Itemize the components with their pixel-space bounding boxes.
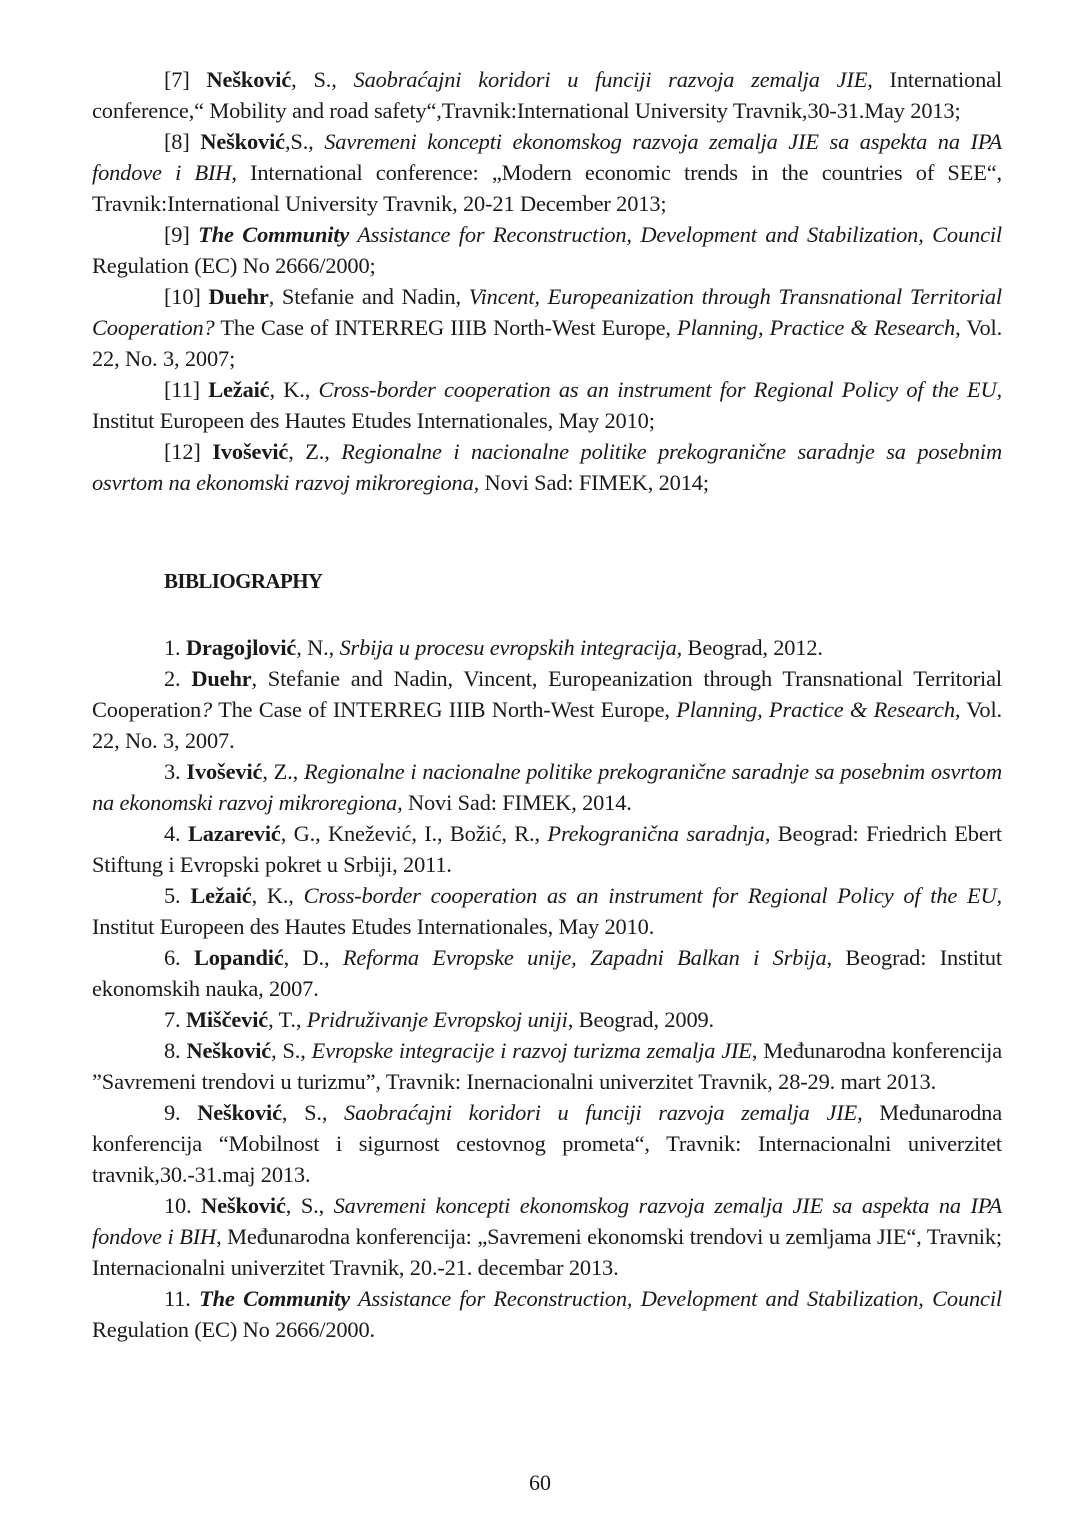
reference-author: Duehr: [208, 284, 269, 309]
bibliography-item: 10. Nešković, S., Savremeni koncepti ekonomskog razvoja zemalja JIE sa aspekta na IPA fondove i BIH, Međunarodna konferencija: „Savremeni ekonomski trendovi u zemljama JIE“, Travnik; Internacionalni univerzitet Travnik, 20.-21. decembar 2013.: [92, 1193, 1002, 1280]
reference-title: Assistance for Reconstruction, Development and Stabilization, Council: [349, 222, 1002, 247]
bibliography-author: Nešković: [197, 1100, 282, 1125]
bibliography-author: The Community: [199, 1286, 350, 1311]
reference-title: Regionalne i nacionalne politike prekogranične saradnje sa posebnim osvrtom na ekonomski razvoj mikroregiona,: [92, 439, 1003, 495]
bibliography-author: Ležaić: [190, 883, 252, 908]
bibliography-item: 7. Miščević, T., Pridruživanje Evropskoj uniji, Beograd, 2009.: [164, 1007, 714, 1032]
bibliography-author: Duehr: [191, 666, 252, 691]
bibliography-author: Ivošević: [186, 759, 263, 784]
reference-title: Vincent, Europeanization through Transnational Territorial Cooperation?: [92, 284, 1002, 340]
page-number: 60: [529, 1470, 551, 1495]
bibliography-list: [92, 632, 1002, 1345]
bibliography-item: 3. Ivošević, Z., Regionalne i nacionalne politike prekogranične saradnje sa posebnim osvrtom na ekonomski razvoj mikroregiona, Novi Sad: FIMEK, 2014.: [92, 759, 1003, 815]
numbered-references: [92, 64, 1002, 498]
reference-author: Ležaić: [208, 377, 270, 402]
reference-journal: Planning, Practice & Research: [677, 315, 956, 340]
bibliography-title: Savremeni koncepti ekonomskog razvoja zemalja JIE sa aspekta na IPA fondove i BIH: [92, 1193, 1002, 1249]
bibliography-author: Nešković: [201, 1193, 286, 1218]
reference-item: [7] Nešković, S., Saobraćajni koridori u funciji razvoja zemalja JIE, International conference,“ Mobility and road safety“,Travnik:International University Travnik,30-31.May 2013;: [92, 67, 1002, 123]
reference-author: Ivošević: [212, 439, 289, 464]
bibliography-title: ?: [201, 697, 213, 722]
reference-title: Savremeni koncepti ekonomskog razvoja zemalja JIE sa aspekta na IPA fondove i BIH: [92, 129, 1002, 185]
bibliography-title: Cross-border cooperation as an instrument for Regional Policy of the EU,: [303, 883, 1002, 908]
bibliography-title: Regionalne i nacionalne politike prekogranične saradnje sa posebnim osvrtom na ekonomski razvoj mikroregiona,: [92, 759, 1003, 815]
reference-author: Nešković: [206, 67, 292, 92]
reference-title: Saobraćajni koridori u funciji razvoja zemalja JIE: [353, 67, 868, 92]
bibliography-item: 6. Lopandić, D., Reforma Evropske unije, Zapadni Balkan i Srbija, Beograd: Institut ekonomskih nauka, 2007.: [92, 945, 1002, 1001]
bibliography-item: 2. Duehr, Stefanie and Nadin, Vincent, Europeanization through Transnational Territorial Cooperation? The Case of INTERREG IIIB North-West Europe, Planning, Practice & Research, Vol. 22, No. 3, 2007.: [92, 666, 1002, 753]
bibliography-item: 5. Ležaić, K., Cross-border cooperation as an instrument for Regional Policy of the EU, Institut Europeen des Hautes Etudes Internationales, May 2010.: [92, 883, 1002, 939]
bibliography-item: 4. Lazarević, G., Knežević, I., Božić, R., Prekogranična saradnja, Beograd: Friedrich Ebert Stiftung i Evropski pokret u Srbiji, 2011.: [92, 821, 1002, 877]
reference-item: [8] Nešković,S., Savremeni koncepti ekonomskog razvoja zemalja JIE sa aspekta na IPA fondove i BIH, International conference: „Modern economic trends in the countries of SEE“, Travnik:International University Travnik, 20-21 December 2013;: [92, 129, 1003, 216]
bibliography-author: Nešković: [186, 1038, 272, 1063]
bibliography-heading: BIBLIOGRAPHY: [164, 569, 323, 593]
bibliography-item: 1. Dragojlović, N., Srbija u procesu evropskih integracija, Beograd, 2012.: [164, 635, 823, 660]
reference-item: [10] Duehr, Stefanie and Nadin, Vincent, Europeanization through Transnational Territorial Cooperation? The Case of INTERREG IIIB North-West Europe, Planning, Practice & Research, Vol. 22, No. 3, 2007;: [92, 284, 1003, 371]
bibliography-journal: Planning, Practice & Research,: [676, 697, 961, 722]
bibliography-item: 11. The Community Assistance for Reconstruction, Development and Stabilization, Council Regulation (EC) No 2666/2000.: [92, 1286, 1002, 1342]
bibliography-item: 8. Nešković, S., Evropske integracije i razvoj turizma zemalja JIE, Međunarodna konferencija ”Savremeni trendovi u turizmu”, Travnik: Inernacionalni univerzitet Travnik, 28-29. mart 2013.: [92, 1038, 1002, 1094]
bibliography-author: Miščević: [185, 1007, 269, 1032]
bibliography-author: Lazarević: [187, 821, 281, 846]
reference-item: [9] The Community Assistance for Reconstruction, Development and Stabilization, Council Regulation (EC) No 2666/2000;: [92, 222, 1002, 278]
bibliography-item: 9. Nešković, S., Saobraćajni koridori u funciji razvoja zemalja JIE, Međunarodna konferencija “Mobilnost i sigurnost cestovnog prometa“, Travnik: Internacionalni univerzitet travnik,30.-31.maj 2013.: [92, 1100, 1002, 1187]
bibliography-title: Pridruživanje Evropskoj uniji: [306, 1007, 568, 1032]
reference-item: [11] Ležaić, K., Cross-border cooperation as an instrument for Regional Policy of the EU, Institut Europeen des Hautes Etudes Internationales, May 2010;: [92, 377, 1002, 433]
bibliography-author: Lopandić: [193, 945, 284, 970]
bibliography-author: Dragojlović: [185, 635, 297, 660]
reference-author: The Community: [198, 222, 350, 247]
bibliography-title: Saobraćajni koridori u funciji razvoja zemalja JIE: [344, 1100, 858, 1125]
reference-item: [12] Ivošević, Z., Regionalne i nacionalne politike prekogranične saradnje sa posebnim osvrtom na ekonomski razvoj mikroregiona, Novi Sad: FIMEK, 2014;: [92, 439, 1003, 495]
bibliography-title: Evropske integracije i razvoj turizma zemalja JIE: [311, 1038, 752, 1063]
bibliography-title: Assistance for Reconstruction, Development and Stabilization, Council: [349, 1286, 1002, 1311]
document-page: [92, 64, 1002, 1345]
bibliography-title: Reforma Evropske unije, Zapadni Balkan i Srbija: [342, 945, 827, 970]
reference-author: Nešković: [200, 129, 285, 154]
reference-title: Cross-border cooperation as an instrument for Regional Policy of the EU,: [318, 377, 1002, 402]
bibliography-title: Srbija u procesu evropskih integracija,: [339, 635, 683, 660]
bibliography-title: Prekogranična saradnja: [547, 821, 765, 846]
